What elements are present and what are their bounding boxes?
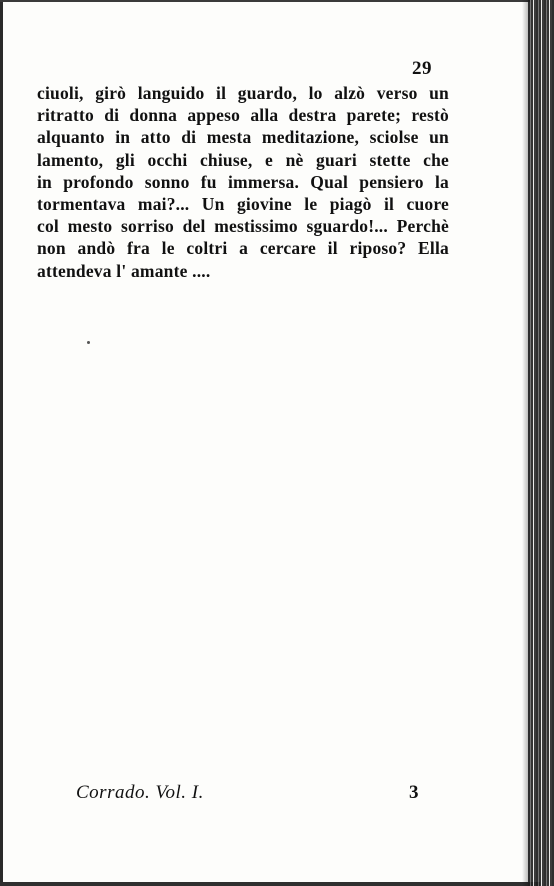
text-line: tormentava mai?... Un giovine le piagò il cuore bbox=[37, 193, 449, 214]
text-line: ritratto di donna appeso alla destra parete; restò bbox=[37, 105, 449, 126]
top-edge bbox=[0, 0, 530, 2]
text-line: lamento, gli occhi chiuse, e nè guari stette che bbox=[37, 149, 449, 170]
ink-speck bbox=[87, 341, 90, 344]
text-line: attendeva l' amante .... bbox=[37, 260, 211, 281]
page-number: 29 bbox=[412, 58, 432, 79]
text-line: alquanto in atto di mesta meditazione, sciolse un bbox=[37, 127, 449, 148]
signature-number: 3 bbox=[409, 782, 419, 803]
bottom-edge bbox=[0, 882, 540, 886]
body-text bbox=[37, 82, 449, 282]
text-line: in profondo sonno fu immersa. Qual pensiero la bbox=[37, 171, 449, 192]
text-line: ciuoli, girò languido il guardo, lo alzò verso un bbox=[37, 83, 449, 103]
text-line: non andò fra le coltri a cercare il riposo? Ella bbox=[37, 238, 449, 259]
signature-mark: Corrado. Vol. I. bbox=[76, 782, 204, 803]
text-line: col mesto sorriso del mestissimo sguardo!... Perchè bbox=[37, 216, 449, 237]
fore-edge bbox=[528, 0, 554, 886]
binding-edge bbox=[0, 0, 3, 886]
